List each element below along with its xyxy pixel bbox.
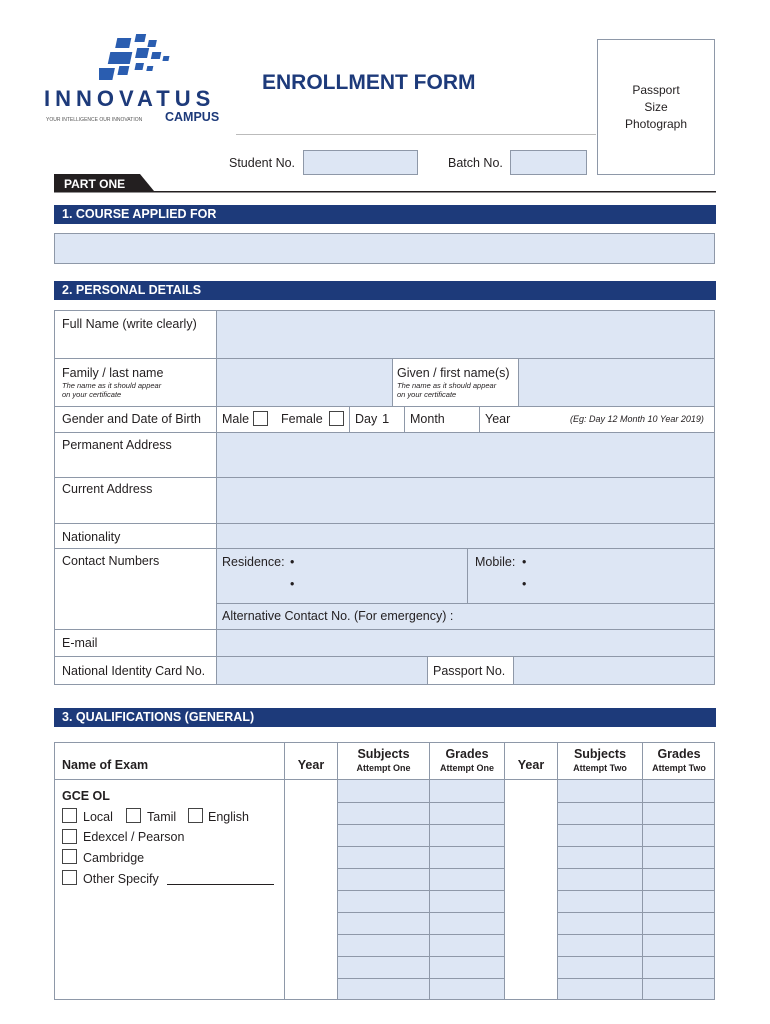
- email-field[interactable]: [217, 630, 714, 656]
- given-name-note2: on your certificate: [397, 390, 457, 399]
- section-course-header: 1. COURSE APPLIED FOR: [54, 205, 716, 224]
- grade-grid-line: [557, 912, 715, 913]
- photo-label-line1: Passport: [632, 83, 680, 97]
- col-subjects-header-1: [338, 747, 429, 773]
- batch-no-field[interactable]: [510, 150, 587, 175]
- contact-numbers-label: Contact Numbers: [62, 554, 160, 568]
- photo-label-line2: Size: [644, 100, 668, 114]
- grade-grid-line: [337, 824, 505, 825]
- year-column-1: [285, 780, 337, 999]
- cambridge-checkbox[interactable]: [62, 849, 77, 864]
- logo-mark-icon: [99, 30, 219, 88]
- edexcel-label: Edexcel / Pearson: [83, 830, 185, 844]
- male-checkbox[interactable]: [253, 411, 268, 426]
- part-one-tab: [54, 174, 716, 194]
- student-no-field[interactable]: [303, 150, 418, 175]
- grade-grid-line: [557, 846, 715, 847]
- cambridge-label: Cambridge: [83, 851, 145, 865]
- col-divider: [642, 742, 643, 1000]
- col-subjects-header-2: [558, 747, 642, 773]
- col-divider: [404, 406, 405, 432]
- grade-grid-line: [557, 934, 715, 935]
- header-divider: [236, 134, 596, 135]
- col-divider: [479, 406, 480, 432]
- grades-label: Grades: [445, 747, 489, 761]
- innovatus-logo: [44, 30, 234, 130]
- part-one-label: PART ONE: [64, 177, 126, 191]
- grade-grid-line: [337, 934, 505, 935]
- email-label: E-mail: [62, 636, 98, 650]
- nationality-field[interactable]: [217, 524, 714, 548]
- local-label: Local: [83, 810, 113, 824]
- grade-grid-line: [337, 978, 505, 979]
- attempt-two-label: Attempt Two: [573, 763, 627, 773]
- nationality-label: Nationality: [62, 530, 121, 544]
- residence-label: Residence:: [222, 555, 285, 569]
- nic-field[interactable]: [217, 657, 427, 684]
- given-name-note1: The name as it should appear: [397, 381, 497, 390]
- col-divider: [504, 742, 505, 1000]
- row-divider: [54, 779, 715, 780]
- current-address-field[interactable]: [217, 478, 714, 523]
- row-divider: [216, 603, 715, 604]
- logo-wordmark: INNOVATUS: [44, 86, 216, 111]
- male-label: Male: [222, 412, 250, 426]
- female-checkbox[interactable]: [329, 411, 344, 426]
- local-checkbox[interactable]: [62, 808, 77, 823]
- col-divider: [429, 742, 430, 1000]
- grade-grid-line: [557, 890, 715, 891]
- other-specify-label: Other Specify: [83, 872, 159, 886]
- col-divider: [557, 742, 558, 1000]
- grade-grid-line: [557, 868, 715, 869]
- mobile-bullet-1: •: [522, 555, 527, 569]
- year-label: Year: [485, 412, 511, 426]
- grade-grid-line: [337, 956, 505, 957]
- day-value[interactable]: 1: [382, 411, 390, 426]
- family-name-field[interactable]: [217, 359, 392, 406]
- col-divider: [337, 742, 338, 1000]
- dob-example: (Eg: Day 12 Month 10 Year 2019): [570, 414, 704, 424]
- grade-grid-line: [557, 956, 715, 957]
- family-name-note2: on your certificate: [62, 390, 122, 399]
- year-column-2: [505, 780, 557, 999]
- female-label: Female: [281, 412, 323, 426]
- col-divider: [467, 548, 468, 603]
- grade-grid-line: [557, 978, 715, 979]
- course-applied-field[interactable]: [54, 233, 715, 264]
- nic-label: National Identity Card No.: [62, 664, 206, 678]
- english-label: English: [208, 810, 249, 824]
- grade-grid-line: [337, 890, 505, 891]
- col-grades-header-1: [430, 747, 504, 773]
- other-checkbox[interactable]: [62, 870, 77, 885]
- section-personal-header: 2. PERSONAL DETAILS: [54, 281, 716, 300]
- family-name-note1: The name as it should appear: [62, 381, 162, 390]
- grade-grid-line: [557, 824, 715, 825]
- month-label: Month: [410, 412, 445, 426]
- col-divider: [284, 742, 285, 1000]
- day-label: Day: [355, 412, 378, 426]
- mobile-label: Mobile:: [475, 555, 516, 569]
- tamil-checkbox[interactable]: [126, 808, 141, 823]
- grade-grid-line: [337, 868, 505, 869]
- col-divider: [349, 406, 350, 432]
- given-name-field[interactable]: [520, 359, 714, 406]
- residence-bullet-1: •: [290, 555, 295, 569]
- section-qualifications-header: 3. QUALIFICATIONS (GENERAL): [54, 708, 716, 727]
- row-divider: [54, 548, 715, 549]
- alt-contact-label: Alternative Contact No. (For emergency) :: [222, 609, 454, 623]
- residence-bullet-2: •: [290, 577, 295, 591]
- full-name-label: Full Name (write clearly): [62, 317, 197, 331]
- other-specify-line[interactable]: [167, 884, 274, 885]
- gce-ol-label: GCE OL: [62, 789, 110, 803]
- photo-label-line3: Photograph: [624, 117, 688, 131]
- passport-photo-box: [597, 39, 715, 175]
- permanent-address-field[interactable]: [217, 433, 714, 477]
- passport-no-field[interactable]: [515, 657, 714, 684]
- subjects-label: Subjects: [573, 747, 627, 761]
- grade-grid-line: [337, 912, 505, 913]
- grade-grid-line: [337, 802, 505, 803]
- batch-no-label: Batch No.: [448, 156, 503, 170]
- english-checkbox[interactable]: [188, 808, 203, 823]
- family-name-label: Family / last name: [62, 366, 164, 380]
- form-title: ENROLLMENT FORM: [262, 71, 476, 94]
- logo-campus: CAMPUS: [165, 110, 220, 124]
- current-address-label: Current Address: [62, 482, 153, 496]
- attempt-one-label: Attempt One: [440, 763, 494, 773]
- gender-dob-label: Gender and Date of Birth: [62, 412, 201, 426]
- attempt-two-label: Attempt Two: [652, 763, 706, 773]
- tamil-label: Tamil: [147, 810, 177, 824]
- grade-grid-line: [337, 846, 505, 847]
- col-grades-header-2: [643, 747, 715, 773]
- col-exam-header: Name of Exam: [62, 758, 149, 772]
- given-name-label: Given / first name(s): [397, 366, 510, 380]
- logo-tagline: YOUR INTELLIGENCE OUR INNOVATION: [46, 117, 143, 123]
- permanent-address-label: Permanent Address: [62, 438, 172, 452]
- student-no-label: Student No.: [229, 156, 296, 170]
- col-year-header-1: Year: [297, 758, 325, 772]
- subjects-label: Subjects: [357, 747, 410, 761]
- passport-no-label: Passport No.: [433, 664, 506, 678]
- grade-grid-line: [557, 802, 715, 803]
- mobile-bullet-2: •: [522, 577, 527, 591]
- grades-label: Grades: [657, 747, 701, 761]
- edexcel-checkbox[interactable]: [62, 829, 77, 844]
- attempt-one-label: Attempt One: [356, 763, 411, 773]
- col-year-header-2: Year: [517, 758, 545, 772]
- full-name-field[interactable]: [217, 311, 714, 358]
